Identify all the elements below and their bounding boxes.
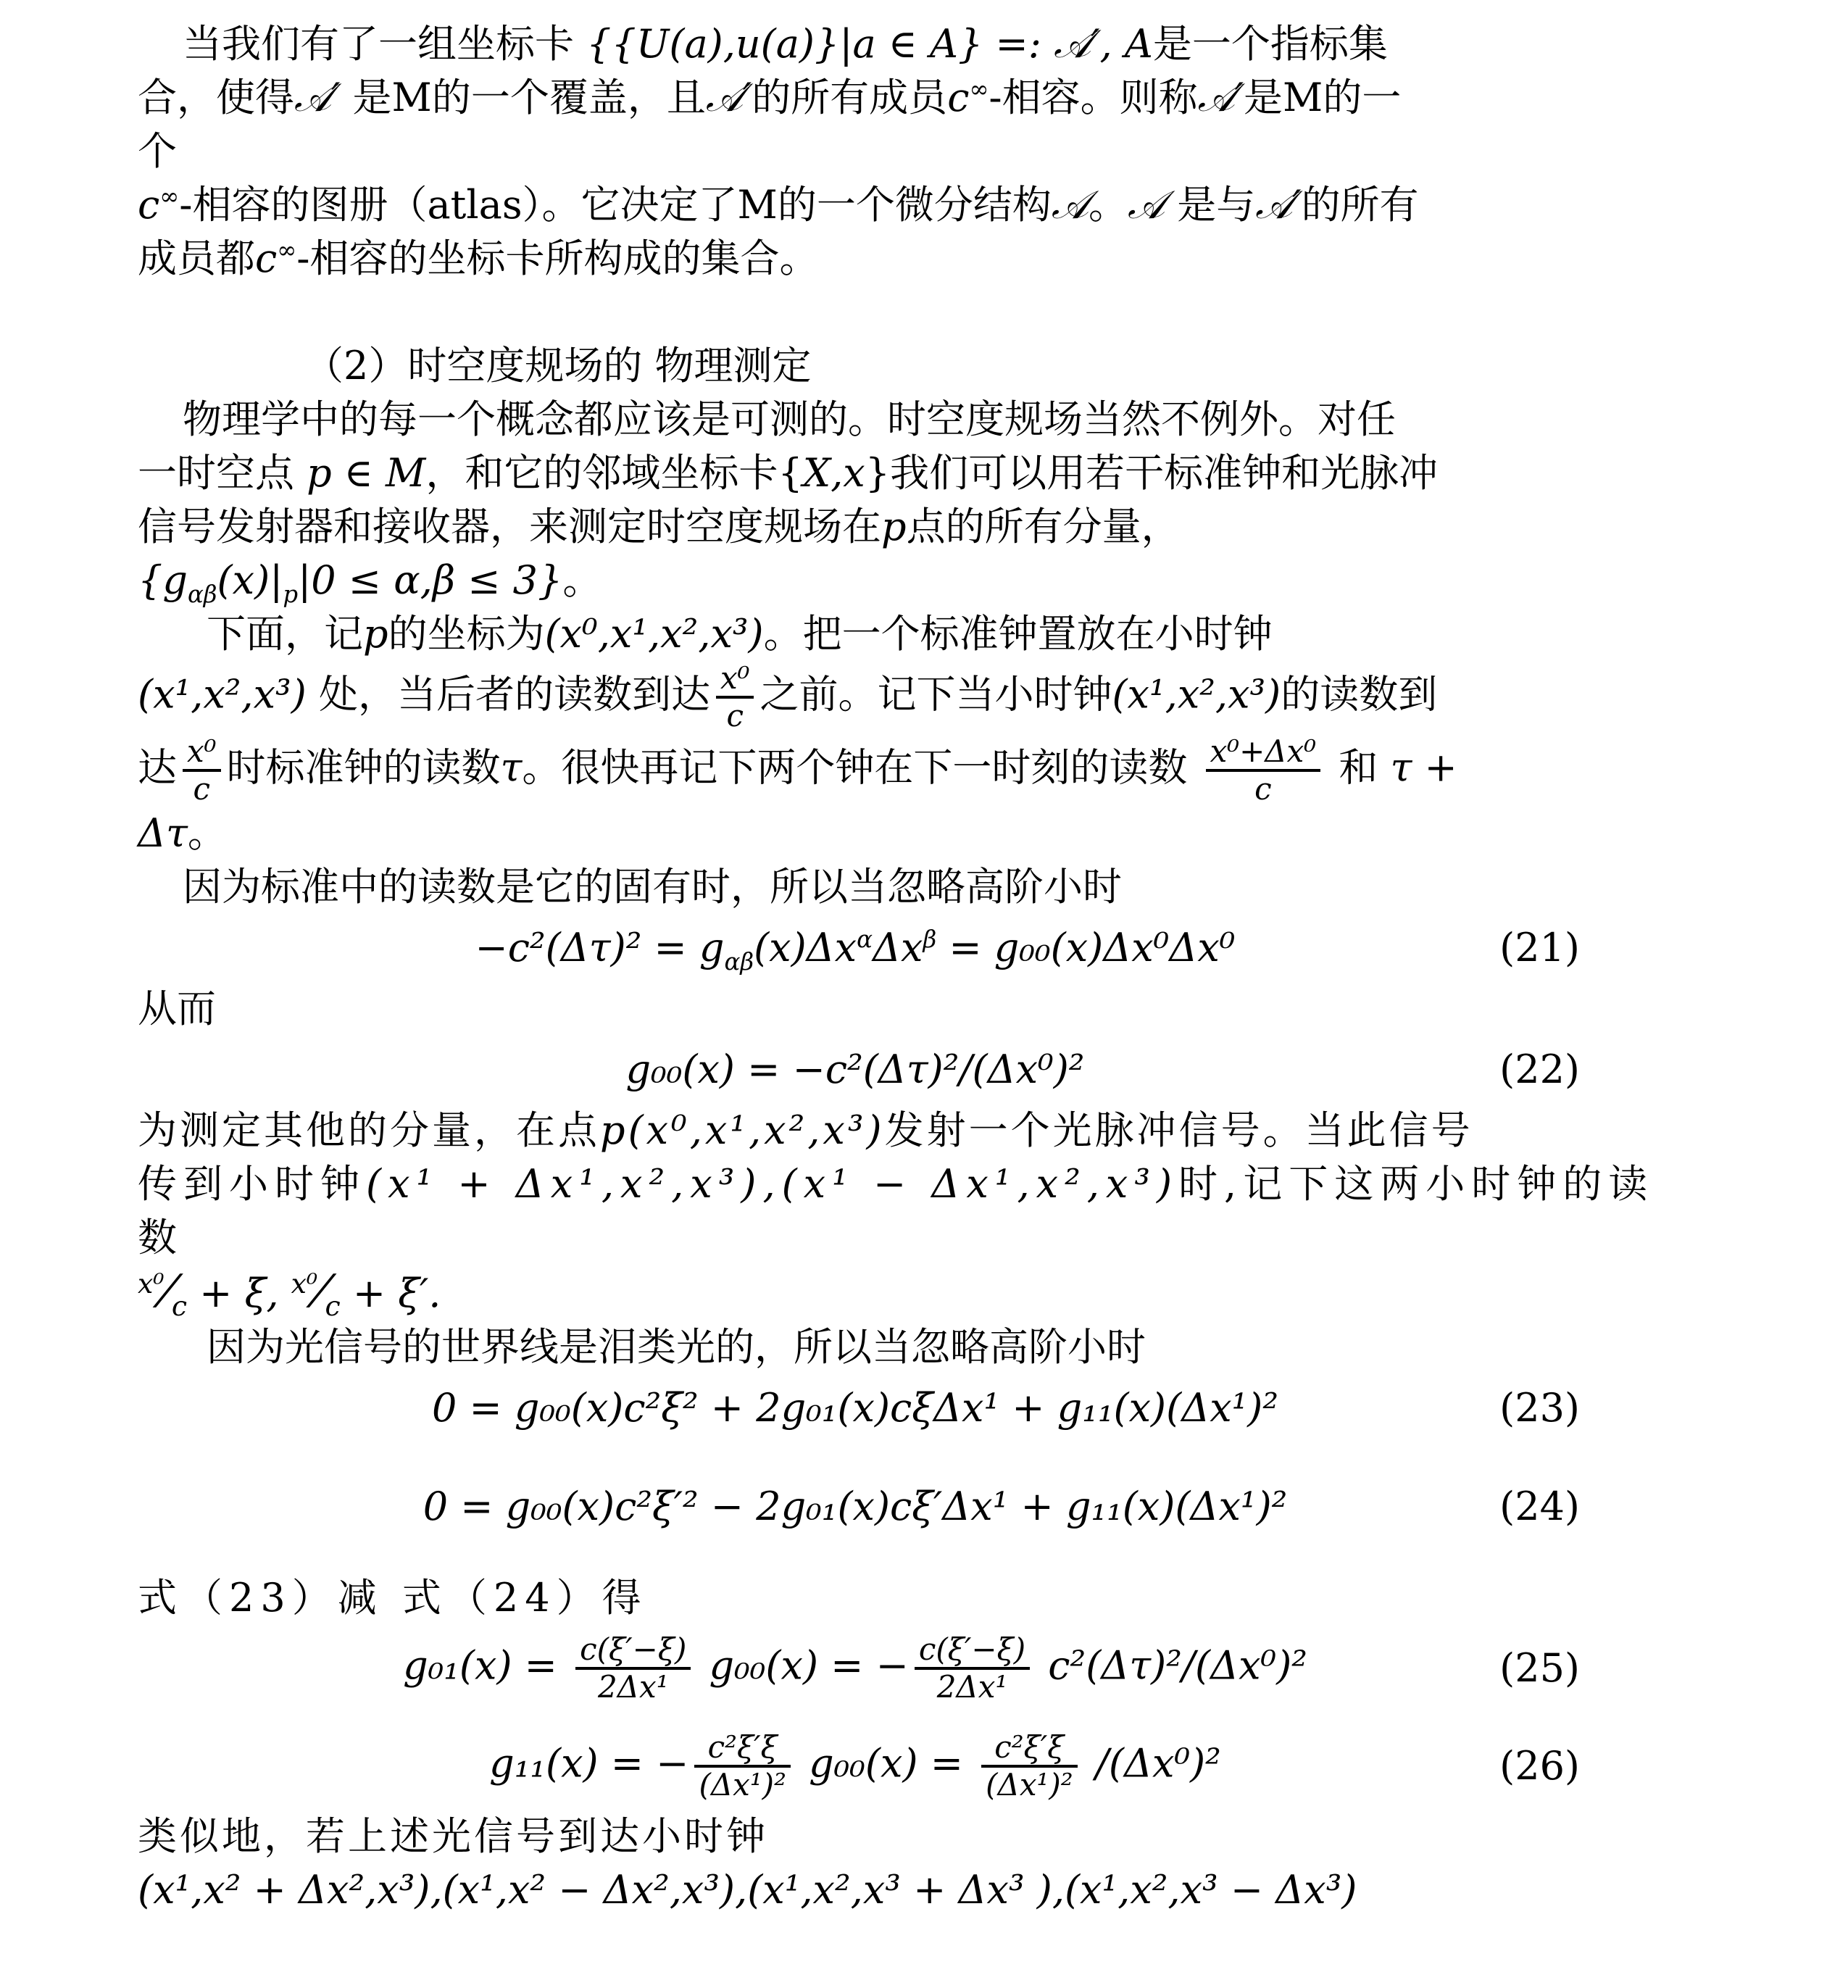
equation-number: (22) xyxy=(1499,1047,1580,1093)
para8-line2 xyxy=(138,1863,1689,1917)
math-text: g₀₁(x) = xyxy=(403,1642,570,1689)
math-text: c²(Δτ)²/(Δx⁰)² xyxy=(1036,1642,1307,1689)
body-text: 发射一个光脉冲信号。当此信号 xyxy=(884,1107,1473,1154)
para3-line1 xyxy=(138,607,1689,661)
body-text: 物理学中的每一个概念都应该是可测的。时空度规场当然不例外。对任 xyxy=(183,396,1396,442)
math-text: 𝒜 xyxy=(1051,182,1089,228)
math-text: p ∈ M xyxy=(307,450,426,496)
math-text: 𝒜 xyxy=(1127,182,1165,228)
math-text: + ξ, xyxy=(187,1270,291,1317)
para5-line1 xyxy=(138,1104,1689,1157)
body-text: 因为光信号的世界线是泪类光的，所以当忽略高阶小时 xyxy=(207,1324,1146,1371)
body-text: 。很快再记下两个钟在下一时刻的读数 xyxy=(522,744,1200,790)
body-text: 时标准钟的读数 xyxy=(226,744,501,790)
slanted-fraction: $^{x^0}⁄_c$ xyxy=(291,1265,341,1322)
math-text: {{U(a),u(a)}|a ∈ A} =: 𝒜′, A xyxy=(586,21,1153,67)
para5-line3 xyxy=(138,1265,1689,1321)
equation-number: (25) xyxy=(1499,1645,1580,1692)
body-text: 的读数到 xyxy=(1281,671,1438,718)
math-text: + ξ′. xyxy=(340,1270,441,1317)
math-text: p(x⁰,x¹,x²,x³) xyxy=(600,1107,885,1154)
math-text: Δτ xyxy=(138,810,188,857)
body-text: 下面，记 xyxy=(207,611,363,657)
math-text: |0 ≤ α,β ≤ 3} xyxy=(298,557,563,603)
para4-line1 xyxy=(138,860,1689,914)
para2-line4 xyxy=(138,554,1689,607)
math-text: {g xyxy=(138,557,188,603)
para1-line5 xyxy=(138,232,1689,286)
superscript: ∞ xyxy=(159,183,180,210)
para1-line1 xyxy=(138,17,1689,71)
math-text: 𝒜′ xyxy=(294,75,341,120)
equation-number: (23) xyxy=(1499,1385,1580,1431)
para1-line2 xyxy=(138,71,1689,125)
subscript: p xyxy=(283,580,299,608)
body-text: ，和它的邻域坐标卡{ xyxy=(425,450,803,496)
equation-23 xyxy=(138,1374,1689,1442)
body-text: 处，当后者的读数到达 xyxy=(306,671,710,718)
body-text: 之前。记下当小时钟 xyxy=(759,671,1112,718)
math-text: (x¹,x²,x³) xyxy=(1112,671,1281,718)
body-text: 时,记下这两小时钟的读数 xyxy=(138,1161,1655,1261)
body-text: 是M的一个覆盖，且 xyxy=(340,75,706,120)
body-text: 和 xyxy=(1326,744,1391,790)
body-text: 。 xyxy=(562,557,602,603)
section-heading xyxy=(138,339,1689,393)
body-text: 是与 xyxy=(1165,182,1256,228)
equation-25 xyxy=(138,1625,1689,1713)
math-text: g₀₀(x) = −c²(Δτ)²/(Δx⁰)² xyxy=(625,1047,1085,1093)
superscript: β xyxy=(923,926,937,954)
body-text: 的所有成员 xyxy=(752,75,948,120)
para2-line3 xyxy=(138,500,1689,554)
stacked-fraction: $\frac{c(\xi'-\xi)}{\text{2Δx¹}}$ xyxy=(915,1632,1030,1705)
para3-line2 xyxy=(138,661,1689,734)
superscript: α xyxy=(857,926,873,954)
math-text: /(Δx⁰)² xyxy=(1083,1740,1221,1787)
equation-number: (24) xyxy=(1499,1484,1580,1530)
body-text: 是M的一 xyxy=(1244,75,1402,120)
math-text: (x⁰,x¹,x²,x³) xyxy=(544,611,764,657)
math-text: = g₀₀(x)Δx⁰Δx⁰ xyxy=(936,925,1236,971)
superscript: ∞ xyxy=(277,236,297,264)
body-text: 的坐标为 xyxy=(388,611,545,657)
body-text: -相容的图册（atlas）。它决定了M的一个微分结构 xyxy=(179,182,1052,228)
para3-line3 xyxy=(138,734,1689,807)
body-text: 当我们有了一组坐标卡 xyxy=(183,21,587,67)
para8-line1 xyxy=(138,1810,1689,1863)
body-text: 合，使得 xyxy=(138,75,294,120)
body-text: 为测定其他的分量，在点 xyxy=(138,1107,600,1154)
equation-22 xyxy=(138,1036,1689,1104)
body-text: 达 xyxy=(138,744,177,790)
body-text: 成员都 xyxy=(138,236,255,281)
equation-number: (21) xyxy=(1499,925,1580,971)
body-text: （2）时空度规场的 物理测定 xyxy=(304,343,812,388)
para2-line1 xyxy=(138,393,1689,446)
math-text: 0 = g₀₀(x)c²ξ² + 2g₀₁(x)cξΔx¹ + g₁₁(x)(Δx¹)² xyxy=(431,1385,1279,1431)
para5-line2 xyxy=(138,1157,1689,1265)
math-text: (x)| xyxy=(217,557,283,603)
body-text: -相容的坐标卡所构成的集合。 xyxy=(296,236,819,281)
math-text: 0 = g₀₀(x)c²ξ′² − 2g₀₁(x)cξ′Δx¹ + g₁₁(x)(Δx¹)² xyxy=(423,1484,1288,1530)
para1-line3 xyxy=(138,125,1689,178)
math-text: (x¹,x² + Δx²,x³),(x¹,x² − Δx²,x³),(x¹,x²,x³ + Δx³ ),(x¹,x²,x³ − Δx³) xyxy=(138,1867,1357,1913)
body-text: 。把一个标准钟置放在小时钟 xyxy=(763,611,1273,657)
document-body xyxy=(138,17,1689,1917)
body-text: 类似地，若上述光信号到达小时钟 xyxy=(138,1813,768,1860)
stacked-fraction: $\frac{\text{x⁰}}{c}$ xyxy=(183,734,221,807)
math-text: g₀₀(x) = xyxy=(796,1740,976,1787)
body-text: 个 xyxy=(138,128,177,174)
math-text: p xyxy=(363,611,388,657)
para4-line2 xyxy=(138,982,1689,1036)
math-text: (x¹ + Δx¹,x²,x³),(x¹ − Δx¹,x²,x³) xyxy=(366,1161,1179,1207)
para1-line4 xyxy=(138,178,1689,232)
math-text: τ xyxy=(500,744,523,790)
math-text: p xyxy=(881,504,907,549)
math-text: −c²(Δτ)² = g xyxy=(475,925,725,971)
para7-line1 xyxy=(138,1571,1689,1625)
para6-line1 xyxy=(138,1321,1689,1374)
equation-21 xyxy=(138,914,1689,982)
para2-line2 xyxy=(138,446,1689,500)
math-text: 𝒜′ xyxy=(1255,182,1302,228)
equation-24 xyxy=(138,1473,1689,1541)
math-text: Δx xyxy=(873,925,923,971)
math-text: c xyxy=(138,182,160,228)
math-text: (x)Δx xyxy=(754,925,857,971)
math-text: X,x xyxy=(802,450,865,496)
body-text: 传到小时钟 xyxy=(138,1161,366,1207)
slanted-fraction: $^{x^0}⁄_c$ xyxy=(138,1265,188,1322)
body-text: 一时空点 xyxy=(138,450,307,496)
subscript: αβ xyxy=(187,580,217,608)
math-text: (x¹,x²,x³) xyxy=(138,671,307,718)
stacked-fraction: $\frac{c(\xi'-\xi)}{\text{2Δx¹}}$ xyxy=(575,1632,691,1705)
body-text: 因为标准中的读数是它的固有时，所以当忽略高阶小时 xyxy=(183,864,1122,910)
math-text: 𝒜′ xyxy=(705,75,752,120)
stacked-fraction: $\frac{\text{c²ξ′ξ}}{\text{(Δx¹)²}}$ xyxy=(981,1730,1077,1803)
body-text: 是一个指标集 xyxy=(1152,21,1388,67)
stacked-fraction: $\frac{\text{x⁰}}{c}$ xyxy=(716,661,754,734)
math-text: c xyxy=(947,75,970,120)
body-text: 。 xyxy=(1088,182,1128,228)
body-text: 。 xyxy=(187,810,227,857)
stacked-fraction: $\frac{\text{x⁰+Δx⁰}}{c}$ xyxy=(1206,734,1321,807)
body-text: 从而 xyxy=(138,986,216,1032)
math-text: c xyxy=(255,236,278,281)
subscript: αβ xyxy=(724,947,754,976)
math-text: τ + xyxy=(1390,744,1457,790)
body-text: 的所有 xyxy=(1301,182,1419,228)
superscript: ∞ xyxy=(969,75,989,103)
math-text: 𝒜′ xyxy=(1197,75,1244,120)
equation-number: (26) xyxy=(1499,1743,1580,1789)
equation-26 xyxy=(138,1723,1689,1810)
math-text: g₀₀(x) = − xyxy=(696,1642,909,1689)
body-text: -相容。则称 xyxy=(988,75,1198,120)
body-text: 信号发射器和接收器，来测定时空度规场在 xyxy=(138,504,881,549)
para3-line4 xyxy=(138,807,1689,860)
body-text: 式（23）减 式（24）得 xyxy=(138,1575,648,1621)
body-text: }我们可以用若干标准钟和光脉冲 xyxy=(865,450,1439,496)
math-text: g₁₁(x) = − xyxy=(489,1740,689,1787)
blank-line xyxy=(138,286,1689,339)
body-text: 点的所有分量， xyxy=(906,504,1181,549)
stacked-fraction: $\frac{\text{c²ξ′ξ}}{\text{(Δx¹)²}}$ xyxy=(694,1730,790,1803)
